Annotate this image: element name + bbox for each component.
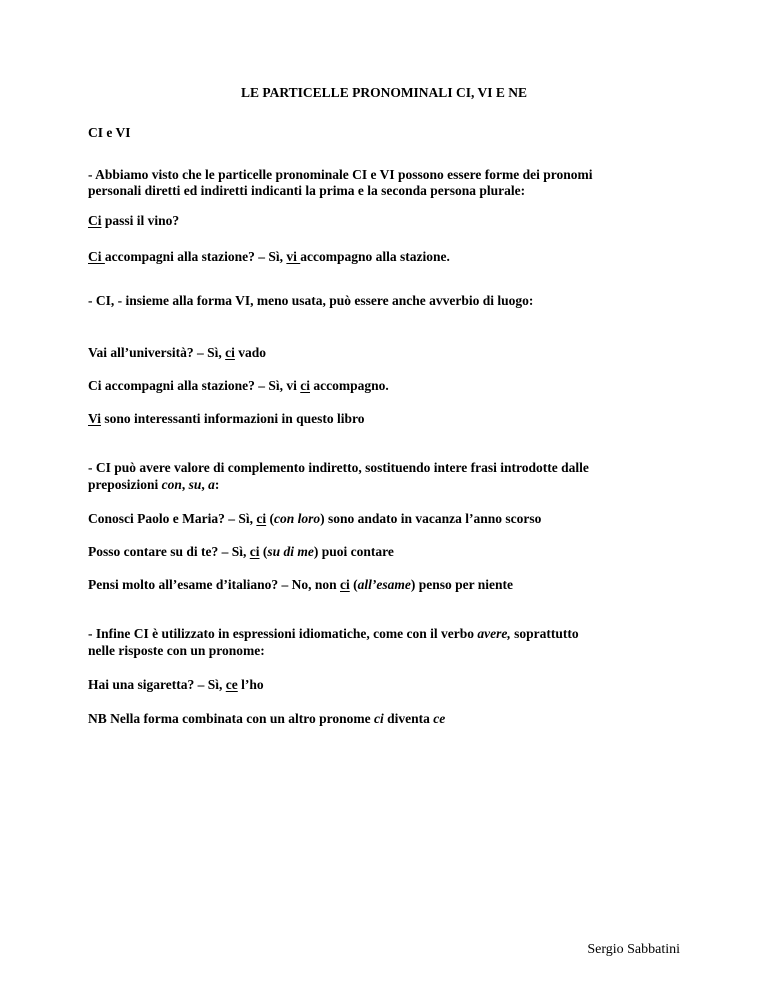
example-text: l’ho — [237, 677, 264, 692]
example-text: Posso contare su di te? – Sì, — [88, 544, 250, 559]
italic-text: ci — [374, 711, 384, 726]
example-text: accompagno. — [310, 378, 389, 393]
example-text: ) penso per niente — [410, 577, 514, 592]
particle: Vi — [88, 411, 101, 426]
paragraph-1-line-1: - Abbiamo visto che le particelle pronominale CI e VI possono essere forme dei pronomi — [88, 167, 593, 182]
particle: ci — [256, 511, 267, 526]
text: , — [181, 477, 189, 492]
text: diventa — [383, 711, 434, 726]
particle: Ci — [88, 249, 105, 264]
text: soprattutto — [510, 626, 579, 641]
particle: Ci — [88, 213, 102, 228]
example-text: accompagni alla stazione? – Sì, — [104, 249, 287, 264]
example-text: Ci accompagni alla stazione? – Sì, vi — [88, 378, 301, 393]
example-4 — [88, 377, 389, 394]
example-text: ( — [349, 577, 358, 592]
paragraph-2: - CI, - insieme alla forma VI, meno usata, può essere anche avverbio di luogo: — [88, 293, 534, 308]
italic-text: su di me — [267, 544, 314, 559]
italic-text: con — [161, 477, 182, 492]
example-7 — [88, 543, 394, 560]
document-title: LE PARTICELLE PRONOMINALI CI, VI E NE — [241, 85, 527, 100]
paragraph-3-line-1: - CI può avere valore di complemento indiretto, sostituendo intere frasi introdotte dalle — [88, 460, 589, 475]
example-text: Pensi molto all’esame d’italiano? – No, non — [88, 577, 340, 592]
particle: ce — [225, 677, 238, 692]
example-text: vado — [234, 345, 267, 360]
example-text: Hai una sigaretta? – Sì, — [88, 677, 226, 692]
example-2 — [88, 248, 450, 265]
particle: ci — [225, 345, 235, 360]
example-6 — [88, 510, 541, 527]
example-text: Vai all’università? – Sì, — [88, 345, 226, 360]
particle: ci — [300, 378, 310, 393]
particle: ci — [340, 577, 350, 592]
example-8 — [88, 576, 513, 593]
example-3 — [88, 344, 266, 361]
example-text: passi il vino? — [101, 213, 180, 228]
italic-text: ce — [433, 711, 446, 726]
paragraph-4-line-2: nelle risposte con un pronome: — [88, 643, 265, 658]
italic-text: all’esame — [357, 577, 411, 592]
text: preposizioni — [88, 477, 162, 492]
example-text: sono interessanti informazioni in questo libro — [101, 411, 365, 426]
text: - Infine CI è utilizzato in espressioni idiomatiche, come con il verbo — [88, 626, 478, 641]
italic-text: con loro — [274, 511, 321, 526]
text: : — [214, 477, 220, 492]
particle: ci — [249, 544, 260, 559]
example-text: ( — [266, 511, 274, 526]
nota-bene — [88, 710, 445, 727]
example-text: Conosci Paolo e Maria? – Sì, — [88, 511, 257, 526]
paragraph-4-line-1 — [88, 625, 579, 642]
author-footer: Sergio Sabbatini — [587, 942, 680, 957]
italic-text: a — [208, 477, 215, 492]
particle: vi — [286, 249, 301, 264]
example-text: ) sono andato in vacanza l’anno scorso — [320, 511, 542, 526]
example-text: ) puoi contare — [313, 544, 394, 559]
text: NB Nella forma combinata con un altro pronome — [88, 711, 374, 726]
example-1 — [88, 212, 179, 229]
example-text: accompagno alla stazione. — [300, 249, 450, 264]
section-heading: CI e VI — [88, 125, 131, 140]
paragraph-1-line-2: personali diretti ed indiretti indicanti la prima e la seconda persona plurale: — [88, 183, 526, 198]
italic-text: su — [188, 477, 202, 492]
example-9 — [88, 676, 264, 693]
paragraph-3-line-2 — [88, 476, 219, 493]
text: , — [201, 477, 209, 492]
example-text: ( — [259, 544, 268, 559]
example-5 — [88, 410, 365, 427]
italic-text: avere, — [477, 626, 511, 641]
